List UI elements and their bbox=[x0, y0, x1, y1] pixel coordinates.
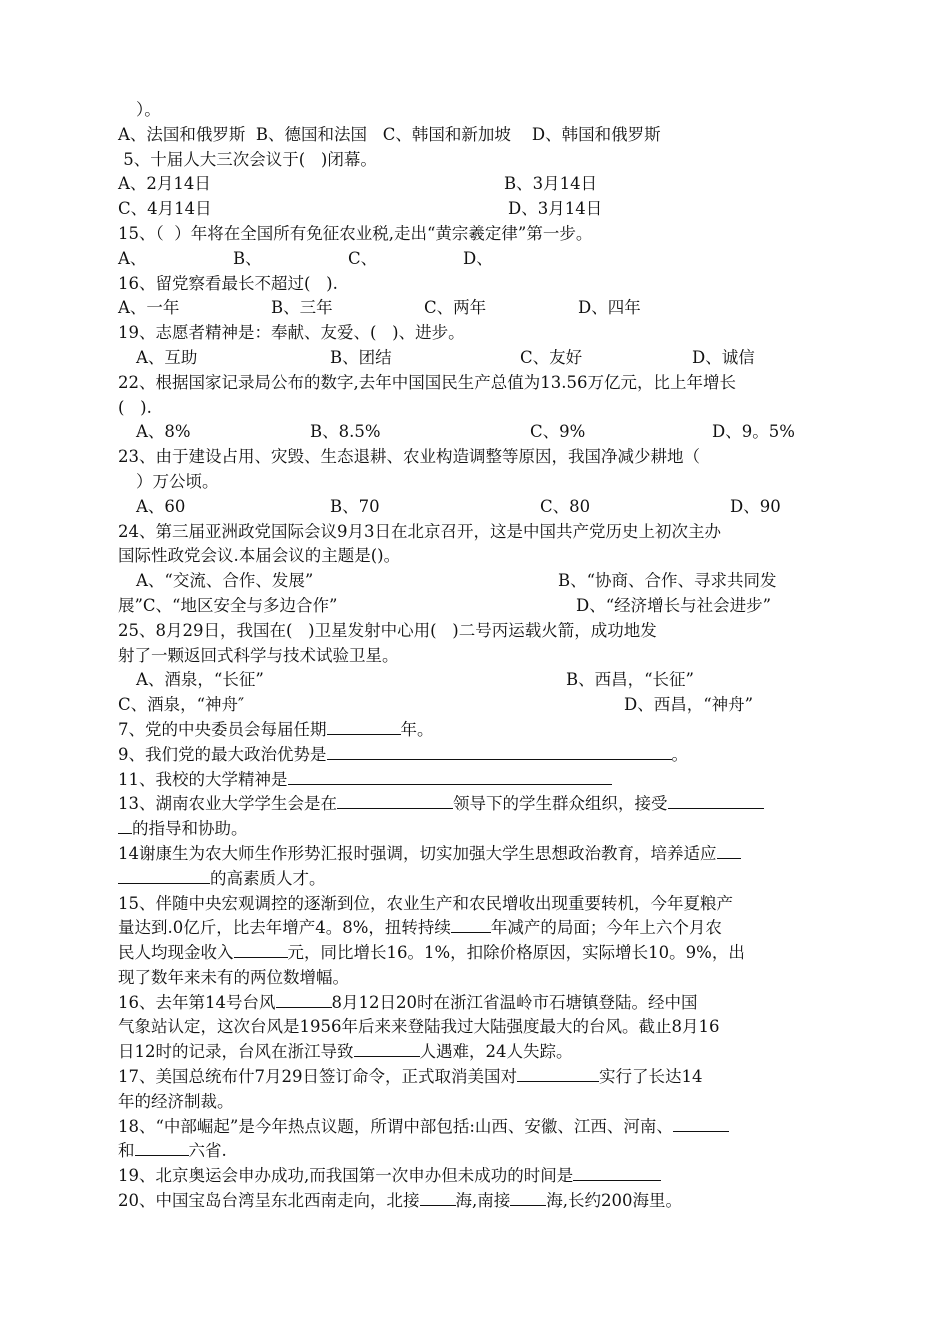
option-b: B、西昌，“长征” bbox=[566, 670, 694, 690]
fill-blank-question: 15、伴随中央宏观调控的逐渐到位，农业生产和农民增收出现重要转机，今年夏粮产 bbox=[118, 893, 733, 913]
fill-blank-question bbox=[118, 743, 838, 768]
answer-blank[interactable] bbox=[276, 991, 332, 1008]
option-a: A、酒泉，“长征” bbox=[136, 670, 264, 690]
answer-blank[interactable] bbox=[337, 792, 453, 809]
answer-blank[interactable] bbox=[673, 1115, 729, 1132]
question-stem: 25、8月29日，我国在( )卫星发射中心用( )二号丙运载火箭，成功地发 bbox=[118, 620, 657, 640]
question-stem: 5、十届人大三次会议于( )闭幕。 bbox=[118, 149, 377, 169]
fill-blank-question bbox=[118, 1164, 838, 1189]
question-text: 13、湖南农业大学学生会是在 bbox=[118, 794, 337, 814]
question-text: 六省. bbox=[188, 1141, 227, 1161]
question-options: A、法国和俄罗斯 B、德国和法国 C、韩国和新加坡 D、韩国和俄罗斯 bbox=[118, 124, 661, 144]
option-c: C、4月14日 bbox=[118, 199, 212, 219]
option-a: A、60 bbox=[136, 496, 186, 516]
option-a: A、8% bbox=[136, 422, 191, 442]
question-text: 9、我们党的最大政治优势是 bbox=[118, 744, 327, 764]
text-line: ）。 bbox=[136, 100, 161, 119]
question-text: 海,长约200海里。 bbox=[546, 1191, 682, 1211]
question-stem: 19、志愿者精神是：奉献、友爱、( )、进步。 bbox=[118, 323, 465, 343]
fill-blank-question bbox=[118, 1065, 838, 1090]
question-text: 17、美国总统布什7月29日签订命令，正式取消美国对 bbox=[118, 1067, 517, 1087]
option-d: D、西昌，“神舟” bbox=[624, 695, 754, 715]
fill-blank-question bbox=[118, 817, 838, 842]
fill-blank-question bbox=[118, 867, 838, 892]
question-stem: 22、根据国家记录局公布的数字,去年中国国民生产总值为13.56万亿元，比上年增长 bbox=[118, 372, 736, 392]
question-text: 年减产的局面；今年上六个月农 bbox=[490, 918, 722, 938]
question-text: 8月12日20时在浙江省温岭市石塘镇登陆。经中国 bbox=[331, 992, 698, 1012]
question-options bbox=[118, 693, 838, 718]
question-text: 16、去年第14号台风 bbox=[118, 992, 276, 1012]
answer-blank[interactable] bbox=[135, 1139, 189, 1156]
question-options bbox=[118, 172, 838, 197]
question-text: 年。 bbox=[400, 719, 434, 739]
answer-blank[interactable] bbox=[234, 941, 288, 958]
option-c: C、两年 bbox=[424, 298, 487, 318]
fill-blank-question bbox=[118, 768, 838, 793]
option-b: B、“协商、合作、寻求共同发 bbox=[558, 571, 777, 591]
answer-blank[interactable] bbox=[327, 743, 672, 760]
question-stem: 16、留党察看最长不超过( ). bbox=[118, 273, 338, 293]
question-stem: 24、第三届亚洲政党国际会议9月3日在北京召开，这是中国共产党历史上初次主办 bbox=[118, 521, 721, 541]
question-options bbox=[118, 569, 838, 594]
option-c: C、80 bbox=[540, 496, 591, 516]
fill-blank-question bbox=[118, 1115, 838, 1140]
option-b: B、团结 bbox=[330, 347, 392, 367]
option-d: D、“经济增长与社会进步” bbox=[576, 595, 772, 615]
question-text: 民人均现金收入 bbox=[118, 943, 234, 963]
option-c: C、 bbox=[348, 248, 378, 268]
option-a: A、互助 bbox=[136, 347, 198, 367]
option-d: D、四年 bbox=[578, 298, 641, 318]
exam-page bbox=[118, 98, 838, 1214]
fill-blank-question bbox=[118, 991, 838, 1016]
question-text: 人遇难，24人失踪。 bbox=[419, 1042, 573, 1062]
question-text: 实行了长达14 bbox=[599, 1067, 703, 1087]
question-text: 领导下的学生群众组织，接受 bbox=[453, 794, 668, 814]
fill-blank-question: 现了数年来未有的两位数增幅。 bbox=[118, 967, 349, 987]
question-text: 日12时的记录，台风在浙江导致 bbox=[118, 1042, 354, 1062]
option-a: A、“交流、合作、发展” bbox=[136, 571, 314, 591]
option-a: A、一年 bbox=[118, 298, 180, 318]
fill-blank-question bbox=[118, 1139, 838, 1164]
question-text: 和 bbox=[118, 1141, 135, 1161]
question-stem: 23、由于建设占用、灾毁、生态退耕、农业构造调整等原因，我国净减少耕地（ bbox=[118, 447, 700, 467]
fill-blank-question bbox=[118, 1040, 838, 1065]
answer-blank[interactable] bbox=[717, 842, 741, 859]
question-stem: 国际性政党会议.本届会议的主题是()。 bbox=[118, 546, 401, 566]
question-text: 19、北京奥运会申办成功,而我国第一次申办但未成功的时间是 bbox=[118, 1166, 574, 1186]
fill-blank-question bbox=[118, 792, 838, 817]
question-text: 。 bbox=[671, 744, 688, 764]
question-text: 7、党的中央委员会每届任期 bbox=[118, 719, 327, 739]
question-text: 11、我校的大学精神是 bbox=[118, 769, 288, 789]
question-text: 18、“中部崛起”是今年热点议题，所谓中部包括:山西、安徽、江西、河南、 bbox=[118, 1116, 673, 1136]
fill-blank-question bbox=[118, 1189, 838, 1214]
option-b: B、3月14日 bbox=[504, 174, 598, 194]
question-options bbox=[118, 668, 838, 693]
fill-blank-question bbox=[118, 842, 838, 867]
option-c: C、友好 bbox=[520, 347, 583, 367]
option-c: 展”C、“地区安全与多边合作” bbox=[118, 595, 338, 615]
answer-blank[interactable] bbox=[327, 718, 401, 735]
answer-blank[interactable] bbox=[118, 817, 132, 834]
question-text: 20、中国宝岛台湾呈东北西南走向，北接 bbox=[118, 1191, 420, 1211]
question-text: 的高素质人才。 bbox=[210, 868, 326, 888]
question-options bbox=[118, 420, 838, 445]
question-options bbox=[118, 346, 838, 371]
question-options bbox=[118, 495, 838, 520]
fill-blank-question: 年的经济制裁。 bbox=[118, 1091, 234, 1111]
option-d: D、 bbox=[463, 248, 493, 268]
question-options bbox=[118, 247, 838, 272]
fill-blank-question bbox=[118, 718, 838, 743]
option-b: B、 bbox=[233, 248, 262, 268]
fill-blank-question bbox=[118, 916, 838, 941]
question-text: 海,南接 bbox=[455, 1191, 511, 1211]
option-d: D、90 bbox=[730, 496, 781, 516]
question-text: 的指导和协助。 bbox=[132, 819, 248, 839]
answer-blank[interactable] bbox=[510, 1189, 546, 1206]
option-b: B、三年 bbox=[271, 298, 333, 318]
fill-blank-question bbox=[118, 941, 838, 966]
question-options bbox=[118, 594, 838, 619]
question-stem: 射了一颗返回式科学与技术试验卫星。 bbox=[118, 645, 399, 665]
question-stem: ）万公顷。 bbox=[136, 471, 219, 491]
option-a: A、2月14日 bbox=[118, 174, 211, 194]
answer-blank[interactable] bbox=[288, 768, 612, 785]
answer-blank[interactable] bbox=[451, 916, 491, 933]
question-options bbox=[118, 197, 838, 222]
option-d: D、9。5% bbox=[712, 422, 795, 442]
question-text: 元，同比增长16。1%，扣除价格原因，实际增长10。9%，出 bbox=[287, 943, 745, 963]
answer-blank[interactable] bbox=[573, 1164, 661, 1181]
option-b: B、70 bbox=[330, 496, 380, 516]
answer-blank[interactable] bbox=[420, 1189, 456, 1206]
question-stem: ( ). bbox=[118, 397, 152, 417]
option-d: D、3月14日 bbox=[508, 199, 603, 219]
option-c: C、酒泉，“神舟″ bbox=[118, 695, 245, 715]
question-text: 量达到.0亿斤，比去年增产4。8%，扭转持续 bbox=[118, 918, 451, 938]
answer-blank[interactable] bbox=[517, 1065, 599, 1082]
question-stem: 15、（ ）年将在全国所有免征农业税,走出“黄宗羲定律”第一步。 bbox=[118, 223, 593, 243]
question-text: 14谢康生为农大师生作形势汇报时强调，切实加强大学生思想政治教育，培养适应 bbox=[118, 843, 717, 863]
answer-blank[interactable] bbox=[354, 1040, 420, 1057]
question-options bbox=[118, 296, 838, 321]
option-c: C、9% bbox=[530, 422, 586, 442]
answer-blank[interactable] bbox=[118, 867, 210, 884]
answer-blank[interactable] bbox=[668, 792, 764, 809]
option-a: A、 bbox=[118, 248, 147, 268]
fill-blank-question: 气象站认定，这次台风是1956年后来来登陆我过大陆强度最大的台风。截止8月16 bbox=[118, 1017, 720, 1037]
option-d: D、诚信 bbox=[692, 347, 755, 367]
option-b: B、8.5% bbox=[310, 422, 381, 442]
